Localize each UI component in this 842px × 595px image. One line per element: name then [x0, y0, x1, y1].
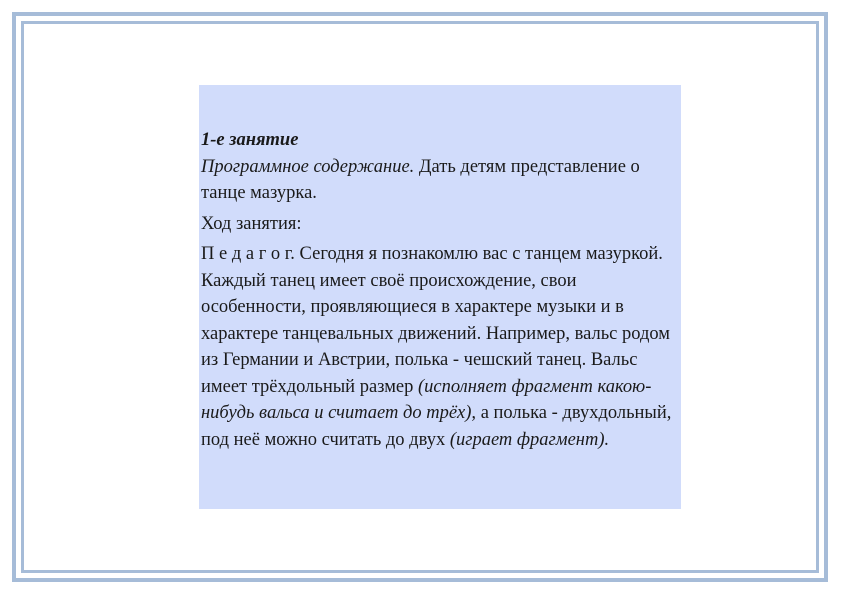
program-content-label: Программное содержание.: [201, 156, 415, 177]
lesson-body-text-1: Сегодня я познакомлю вас с танцем мазуркой. Каждый танец имеет своё происхождение, свои особенности, проявляющиеся в характере музыки и в характере танцевальных движений. Например, вальс родом из Германии и Австрии, полька - чешский танец. Вальс имеет трёхдольный размер: [201, 244, 670, 397]
lesson-heading: 1-е занятие: [201, 130, 299, 150]
program-content-text: Дать детям представление о танце мазурка.: [201, 156, 640, 203]
lesson-body-text-2: а полька - двухдольный, под неё можно считать до двух: [201, 403, 672, 450]
lesson-body-remark-1: (исполняет фрагмент какою-нибудь вальса и считает до трёх),: [201, 376, 652, 423]
program-content-paragraph: [201, 154, 679, 207]
lesson-text-box: [199, 85, 681, 509]
speaker-label: П е д а г о г.: [201, 244, 295, 264]
lesson-course-label: Ход занятия:: [201, 213, 302, 234]
lesson-body-remark-2: (играет фрагмент).: [449, 429, 610, 450]
lesson-body-paragraph: [201, 241, 679, 453]
